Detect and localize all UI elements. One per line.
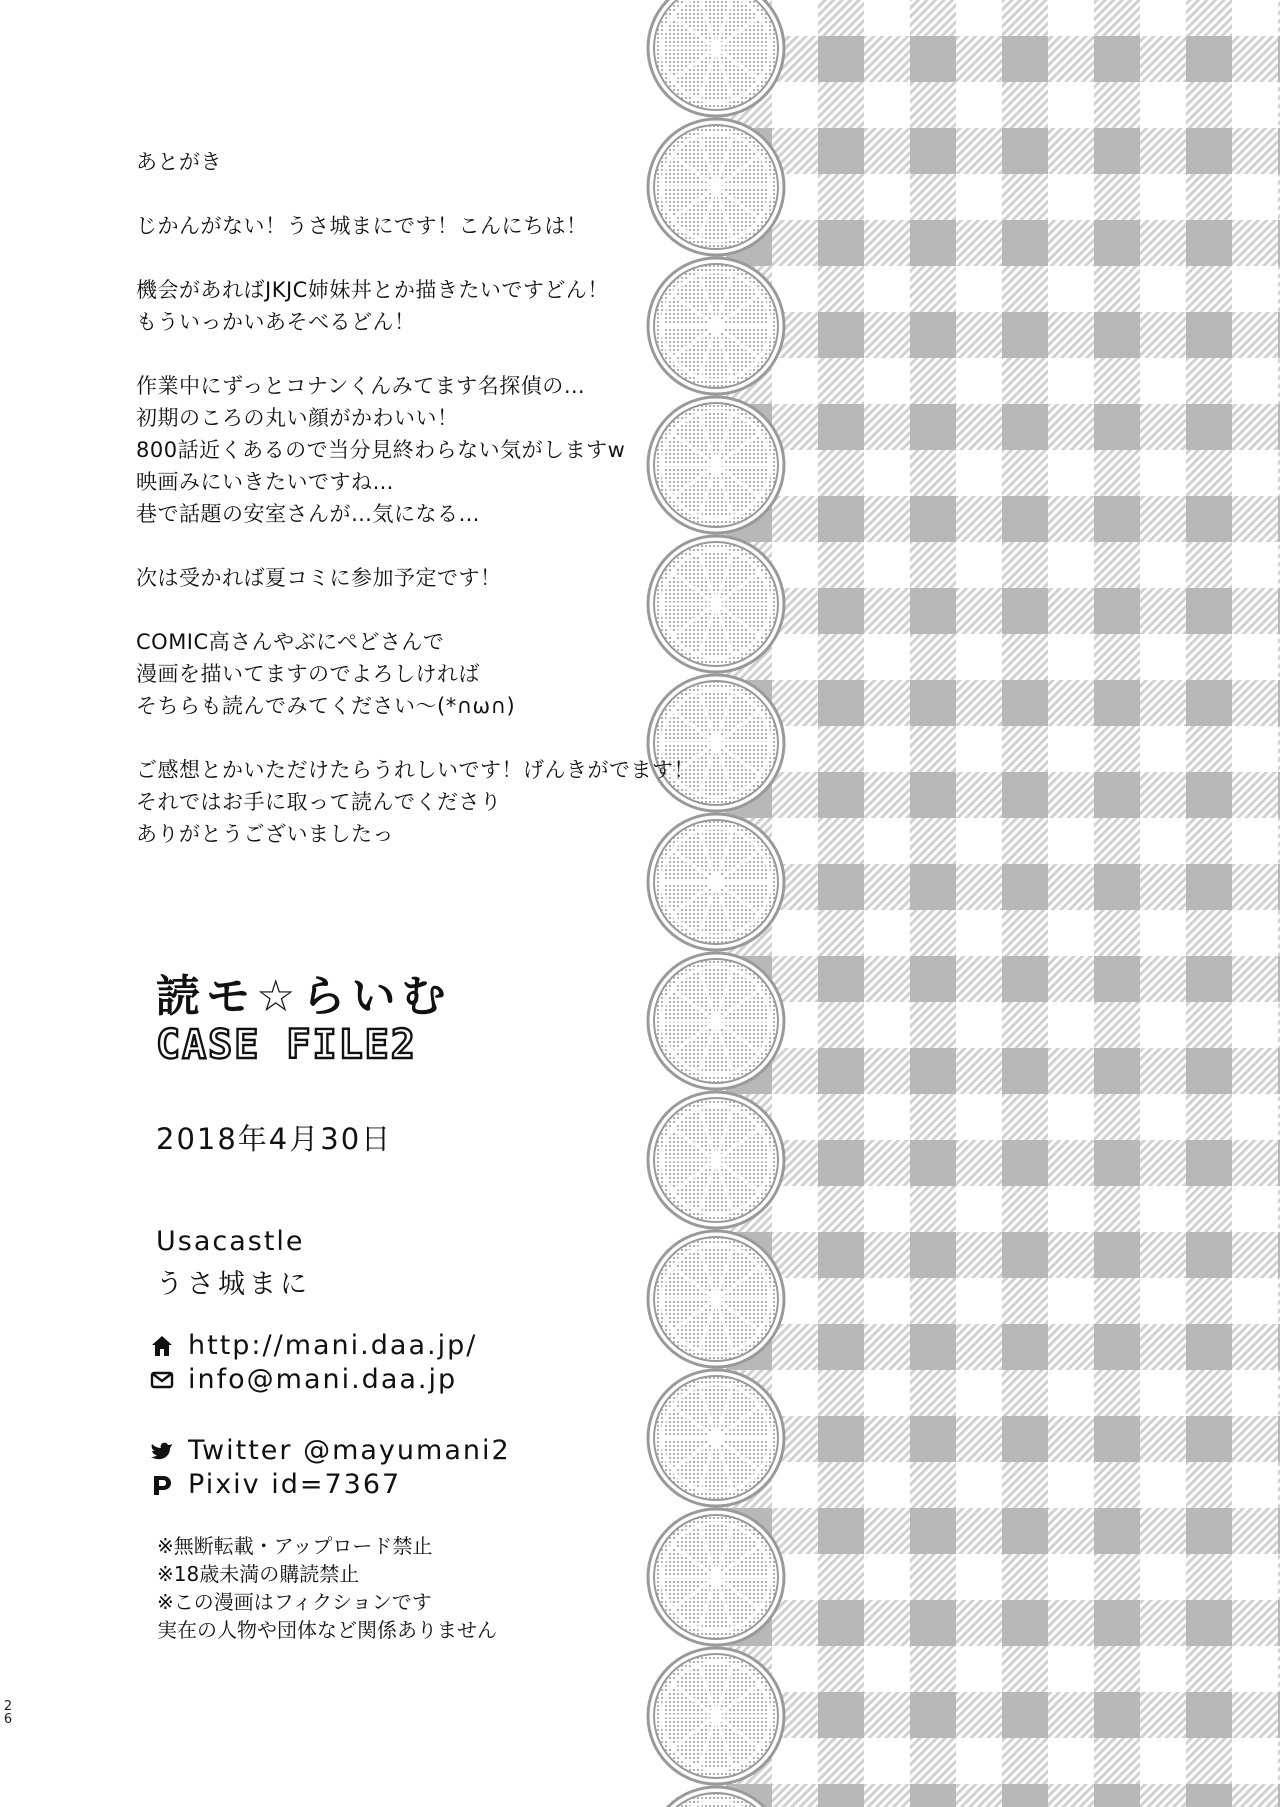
gingham-intersection bbox=[910, 1232, 956, 1278]
gingham-intersection bbox=[818, 588, 864, 634]
afterword-line: そちらも読んでみてください〜(*∩ω∩) bbox=[136, 694, 516, 718]
gingham-intersection bbox=[1186, 1600, 1232, 1646]
gingham-intersection bbox=[910, 1508, 956, 1554]
gingham-intersection bbox=[1094, 36, 1140, 82]
paragraph-gap bbox=[136, 722, 756, 754]
gingham-intersection bbox=[818, 128, 864, 174]
gingham-intersection bbox=[1094, 864, 1140, 910]
gingham-intersection bbox=[818, 404, 864, 450]
gingham-intersection bbox=[818, 1600, 864, 1646]
gingham-intersection bbox=[818, 680, 864, 726]
gingham-intersection bbox=[910, 864, 956, 910]
gingham-intersection bbox=[1186, 1140, 1232, 1186]
gingham-intersection bbox=[910, 312, 956, 358]
gingham-intersection bbox=[1094, 1600, 1140, 1646]
gingham-intersection bbox=[910, 128, 956, 174]
email-address: info@mani.daa.jp bbox=[188, 1364, 458, 1395]
gingham-intersection bbox=[818, 1416, 864, 1462]
lemon-slice bbox=[648, 1370, 784, 1506]
gingham-intersection bbox=[1186, 588, 1232, 634]
pixiv-id: Pixiv id=7367 bbox=[188, 1469, 402, 1500]
gingham-intersection bbox=[818, 496, 864, 542]
gingham-intersection bbox=[910, 1140, 956, 1186]
gingham-intersection bbox=[910, 956, 956, 1002]
gingham-intersection bbox=[1002, 1692, 1048, 1738]
gingham-intersection bbox=[1094, 1508, 1140, 1554]
author-name: うさ城まに bbox=[156, 1269, 311, 1300]
contact-email bbox=[150, 1364, 457, 1395]
publication-date: 2018年4月30日 bbox=[156, 1122, 393, 1156]
gingham-intersection bbox=[818, 1692, 864, 1738]
gingham-intersection bbox=[818, 312, 864, 358]
gingham-intersection bbox=[1002, 1048, 1048, 1094]
gingham-intersection bbox=[1186, 36, 1232, 82]
book-subtitle: CASE FILE2 bbox=[156, 1022, 417, 1068]
gingham-intersection bbox=[818, 1140, 864, 1186]
gingham-intersection bbox=[1002, 220, 1048, 266]
afterword-line: もういっかいあそべるどん！ bbox=[136, 310, 416, 334]
afterword-line: 次は受かれば夏コミに参加予定です！ bbox=[136, 566, 502, 590]
paragraph-gap bbox=[136, 594, 756, 626]
gingham-intersection bbox=[910, 1600, 956, 1646]
gingham-intersection bbox=[818, 1508, 864, 1554]
afterword-line: 作業中にずっとコナンくんみてます名探偵の… bbox=[136, 374, 586, 398]
gingham-intersection bbox=[910, 36, 956, 82]
notice-line: ※無断転載・アップロード禁止 bbox=[157, 1534, 433, 1558]
gingham-intersection bbox=[1186, 864, 1232, 910]
gingham-intersection bbox=[1094, 1140, 1140, 1186]
gingham-intersection bbox=[1002, 680, 1048, 726]
paragraph-gap bbox=[136, 530, 756, 562]
gingham-intersection bbox=[818, 956, 864, 1002]
gingham-intersection bbox=[818, 36, 864, 82]
gingham-intersection bbox=[1094, 1692, 1140, 1738]
notice-line: ※この漫画はフィクションです bbox=[157, 1590, 432, 1614]
afterword bbox=[136, 146, 756, 850]
gingham-intersection bbox=[1186, 1232, 1232, 1278]
afterword-line: ご感想とかいただけたらうれしいです！げんきがでます！ bbox=[136, 758, 695, 782]
gingham-intersection bbox=[910, 680, 956, 726]
gingham-intersection bbox=[910, 1692, 956, 1738]
lemon-slice bbox=[648, 1648, 784, 1784]
gingham-intersection bbox=[1094, 1784, 1140, 1807]
book-title: 読モ☆らいむ bbox=[156, 971, 452, 1022]
gingham-intersection bbox=[1002, 1508, 1048, 1554]
gingham-intersection bbox=[1002, 128, 1048, 174]
afterword-line: ありがとうございましたっ bbox=[136, 822, 394, 846]
gingham-intersection bbox=[1186, 1324, 1232, 1370]
gingham-intersection bbox=[1094, 1324, 1140, 1370]
gingham-intersection bbox=[910, 1048, 956, 1094]
gingham-intersection bbox=[818, 1048, 864, 1094]
gingham-intersection bbox=[910, 1324, 956, 1370]
gingham-intersection bbox=[1002, 1324, 1048, 1370]
gingham-intersection bbox=[910, 404, 956, 450]
gingham-intersection bbox=[910, 496, 956, 542]
gingham-intersection bbox=[1002, 1416, 1048, 1462]
gingham-intersection bbox=[910, 588, 956, 634]
envelope-icon bbox=[150, 1368, 174, 1392]
gingham-intersection bbox=[1094, 680, 1140, 726]
gingham-intersection bbox=[910, 1784, 956, 1807]
gingham-intersection bbox=[1002, 496, 1048, 542]
afterword-line: 初期のころの丸い顔がかわいい！ bbox=[136, 406, 459, 430]
lemon-slice bbox=[648, 1509, 784, 1645]
website-url: http://mani.daa.jp/ bbox=[188, 1330, 478, 1361]
contact-website bbox=[150, 1330, 477, 1361]
gingham-intersection bbox=[1186, 1048, 1232, 1094]
afterword-line: 巷で話題の安室さんが…気になる… bbox=[136, 502, 480, 526]
gingham-intersection bbox=[910, 1416, 956, 1462]
gingham-intersection bbox=[1094, 496, 1140, 542]
gingham-intersection bbox=[818, 864, 864, 910]
home-icon bbox=[150, 1334, 174, 1358]
pixiv-icon bbox=[150, 1473, 174, 1497]
contact-twitter bbox=[150, 1435, 511, 1466]
paragraph-gap bbox=[136, 242, 756, 274]
gingham-intersection bbox=[1186, 1416, 1232, 1462]
afterword-line: 800話近くあるので当分見終わらない気がしますw bbox=[136, 438, 626, 462]
gingham-intersection bbox=[1186, 772, 1232, 818]
afterword-line: じかんがない！うさ城まにです！こんにちは！ bbox=[136, 214, 588, 238]
gingham-intersection bbox=[1186, 1692, 1232, 1738]
gingham-intersection bbox=[1186, 404, 1232, 450]
gingham-intersection bbox=[1186, 1508, 1232, 1554]
gingham-intersection bbox=[1094, 956, 1140, 1002]
gingham-intersection bbox=[818, 1324, 864, 1370]
afterword-line: 映画みにいきたいですね… bbox=[136, 470, 394, 494]
gingham-intersection bbox=[1002, 1232, 1048, 1278]
twitter-handle: Twitter @mayumani2 bbox=[188, 1435, 511, 1466]
gingham-intersection bbox=[1186, 220, 1232, 266]
contact-pixiv bbox=[150, 1469, 401, 1500]
afterword-line: COMIC高さんやぶにぺどさんで bbox=[136, 630, 445, 654]
afterword-line: それではお手に取って読んでくださり bbox=[136, 790, 502, 814]
afterword-line: 漫画を描いてますのでよろしければ bbox=[136, 662, 480, 686]
paragraph-gap bbox=[136, 178, 756, 210]
gingham-intersection bbox=[1002, 1600, 1048, 1646]
lemon-slice bbox=[648, 953, 784, 1089]
gingham-intersection bbox=[1094, 1416, 1140, 1462]
gingham-intersection bbox=[1002, 404, 1048, 450]
gingham-intersection bbox=[1002, 1784, 1048, 1807]
gingham-intersection bbox=[1094, 128, 1140, 174]
page-number: 26 bbox=[3, 1699, 13, 1727]
gingham-intersection bbox=[1186, 496, 1232, 542]
gingham-intersection bbox=[818, 1232, 864, 1278]
gingham-intersection bbox=[818, 772, 864, 818]
gingham-intersection bbox=[1094, 588, 1140, 634]
lemon-slice bbox=[648, 1092, 784, 1228]
gingham-intersection bbox=[1186, 312, 1232, 358]
gingham-intersection bbox=[1186, 956, 1232, 1002]
gingham-intersection bbox=[1002, 312, 1048, 358]
gingham-intersection bbox=[1094, 404, 1140, 450]
gingham-intersection bbox=[818, 1784, 864, 1807]
gingham-intersection bbox=[1002, 956, 1048, 1002]
gingham-intersection bbox=[1002, 1140, 1048, 1186]
gingham-intersection bbox=[1094, 1232, 1140, 1278]
circle-name: Usacastle bbox=[156, 1226, 305, 1257]
gingham-intersection bbox=[1094, 1048, 1140, 1094]
gingham-intersection bbox=[1186, 680, 1232, 726]
gingham-intersection bbox=[910, 772, 956, 818]
afterword-line: 機会があればJKJC姉妹丼とか描きたいですどん！ bbox=[136, 278, 609, 302]
gingham-intersection bbox=[1002, 772, 1048, 818]
gingham-intersection bbox=[1186, 128, 1232, 174]
afterword-heading: あとがき bbox=[136, 150, 222, 174]
gingham-intersection bbox=[1094, 772, 1140, 818]
gingham-intersection bbox=[910, 220, 956, 266]
notice-line: ※18歳未満の購読禁止 bbox=[157, 1562, 360, 1586]
legal-notices bbox=[157, 1532, 497, 1644]
gingham-intersection bbox=[1186, 1784, 1232, 1807]
bird-icon bbox=[150, 1439, 174, 1463]
gingham-intersection bbox=[818, 220, 864, 266]
lemon-slice bbox=[648, 1231, 784, 1367]
lemon-slice bbox=[648, 0, 784, 116]
gingham-intersection bbox=[1002, 588, 1048, 634]
notice-line: 実在の人物や団体など関係ありません bbox=[157, 1618, 497, 1642]
paragraph-gap bbox=[136, 338, 756, 370]
gingham-intersection bbox=[1002, 864, 1048, 910]
gingham-intersection bbox=[1094, 220, 1140, 266]
gingham-intersection bbox=[1094, 312, 1140, 358]
gingham-intersection bbox=[1002, 36, 1048, 82]
